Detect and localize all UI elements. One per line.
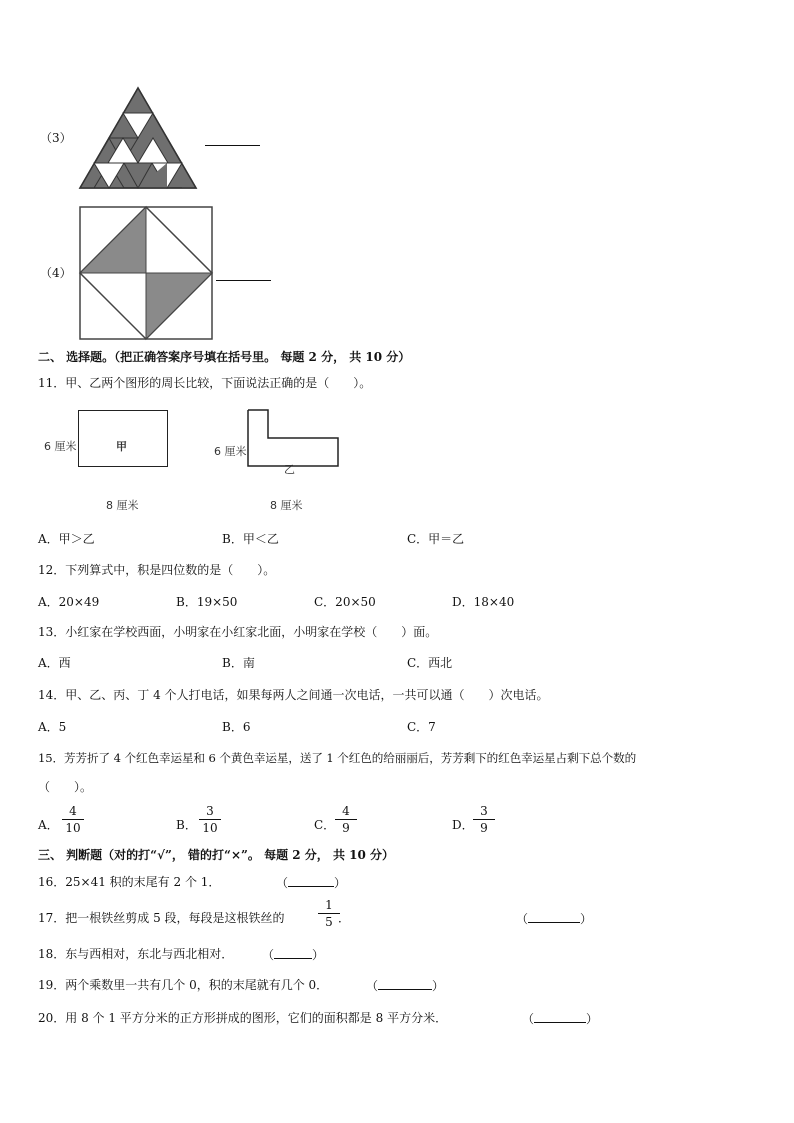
- q19-paren-close: ）: [432, 979, 445, 993]
- q13-option-b[interactable]: B．南: [222, 656, 255, 670]
- figure-3-answer-line: [205, 145, 260, 146]
- q11-yi-side-label: 6 厘米: [214, 445, 247, 458]
- q17-paren-open: （: [516, 912, 529, 926]
- q11-jia-name: 甲: [116, 440, 127, 453]
- q18-text: 18．东与西相对，东北与西北相对．: [38, 947, 234, 961]
- q12-stem: 12．下列算式中，积是四位数的是（ ）。: [38, 563, 276, 577]
- q16-paren-close: ）: [334, 876, 347, 890]
- q20-text: 20．用 8 个 1 平方分米的正方形拼成的图形，它们的面积都是 8 平方分米．: [38, 1011, 448, 1025]
- q16-paren-open: （: [276, 876, 289, 890]
- q17-denominator: 5: [325, 915, 333, 929]
- q18-paren-open: （: [262, 948, 275, 962]
- q15-option-b-fraction: [199, 804, 221, 835]
- q14-option-b[interactable]: B．6: [222, 720, 251, 734]
- q15-option-c-denominator: 9: [342, 821, 350, 835]
- q15-option-d-letter[interactable]: D．: [452, 818, 474, 832]
- q15-option-a-denominator: 10: [65, 821, 81, 835]
- q15-option-b-numerator: 3: [199, 804, 221, 820]
- q12-option-c[interactable]: C．20×50: [314, 595, 376, 609]
- q19-text: 19．两个乘数里一共有几个 0，积的末尾就有几个 0．: [38, 978, 329, 992]
- q17-tail: ．: [338, 911, 351, 925]
- section-3-heading: 三、 判断题（对的打“√”， 错的打“×”。 每题 2 分， 共 10 分）: [38, 848, 395, 862]
- q11-option-a[interactable]: A．甲＞乙: [38, 532, 95, 546]
- q11-jia-bottom-label: 8 厘米: [106, 499, 139, 512]
- q11-option-c[interactable]: C．甲＝乙: [407, 532, 465, 546]
- section-2-heading: 二、 选择题。（把正确答案序号填在括号里。 每题 2 分， 共 10 分）: [38, 350, 411, 364]
- q16-blank-line[interactable]: [288, 874, 334, 887]
- q15-option-a-numerator: 4: [62, 804, 84, 820]
- q17-blank-line[interactable]: [528, 910, 580, 923]
- figure-4-square: [78, 205, 214, 341]
- q15-option-a-fraction: [62, 804, 84, 835]
- q15-option-d-fraction: [473, 804, 495, 835]
- figure-4-label: （4）: [40, 266, 72, 280]
- q20-blank-line[interactable]: [534, 1010, 586, 1023]
- q19-answer-blank[interactable]: [366, 977, 444, 994]
- q20-paren-open: （: [522, 1012, 535, 1026]
- figure-4-answer-line: [216, 280, 271, 281]
- q14-stem: 14．甲、乙、丙、丁 4 个人打电话，如果每两人之间通一次电话，一共可以通（ ）次电话。: [38, 688, 549, 702]
- q15-stem-line1: 15．芳芳折了 4 个红色幸运星和 6 个黄色幸运星，送了 1 个红色的给丽丽后，芳芳剩下的红色幸运星占剩下总个数的: [38, 751, 637, 765]
- q17-text: 17．把一根铁丝剪成 5 段，每段是这根铁丝的: [38, 911, 285, 925]
- q20-answer-blank[interactable]: [522, 1010, 598, 1027]
- q14-option-c[interactable]: C．7: [407, 720, 436, 734]
- q15-option-b-denominator: 10: [202, 821, 218, 835]
- q15-option-c-letter[interactable]: C．: [314, 818, 336, 832]
- q12-option-b[interactable]: B．19×50: [176, 595, 238, 609]
- q11-yi-shape: [246, 408, 340, 468]
- q15-option-a-letter[interactable]: A．: [38, 818, 59, 832]
- q13-option-c[interactable]: C．西北: [407, 656, 453, 670]
- q11-yi-name: 乙: [284, 463, 295, 476]
- q15-option-c-fraction: [335, 804, 357, 835]
- q13-stem: 13．小红家在学校西面，小明家在小红家北面，小明家在学校（ ）面。: [38, 625, 438, 639]
- q15-option-b-letter[interactable]: B．: [176, 818, 197, 832]
- q11-stem: 11．甲、乙两个图形的周长比较，下面说法正确的是（ ）。: [38, 376, 372, 390]
- q12-option-a[interactable]: A．20×49: [38, 595, 100, 609]
- q16-answer-blank[interactable]: [276, 874, 346, 891]
- q18-blank-line[interactable]: [274, 946, 312, 959]
- q13-option-a[interactable]: A．西: [38, 656, 71, 670]
- q14-option-a[interactable]: A．5: [38, 720, 67, 734]
- q12-option-d[interactable]: D．18×40: [452, 595, 515, 609]
- q18-answer-blank[interactable]: [262, 946, 324, 963]
- q16-text: 16．25×41 积的末尾有 2 个 1．: [38, 875, 221, 889]
- q19-blank-line[interactable]: [378, 977, 432, 990]
- q15-option-c-numerator: 4: [335, 804, 357, 820]
- q15-option-d-numerator: 3: [473, 804, 495, 820]
- q17-numerator: 1: [318, 898, 340, 914]
- q19-paren-open: （: [366, 979, 379, 993]
- q15-stem-line2: （ ）。: [38, 780, 93, 794]
- q11-option-b[interactable]: B．甲＜乙: [222, 532, 279, 546]
- q15-option-d-denominator: 9: [480, 821, 488, 835]
- q20-paren-close: ）: [586, 1012, 599, 1026]
- figure-3-label: （3）: [40, 131, 72, 145]
- q11-jia-side-label: 6 厘米: [44, 440, 77, 453]
- q18-paren-close: ）: [312, 948, 325, 962]
- q17-answer-blank[interactable]: [516, 910, 592, 927]
- q17-fraction: [318, 898, 340, 929]
- figure-3-triangle: [78, 86, 198, 190]
- q17-paren-close: ）: [580, 912, 593, 926]
- q11-yi-bottom-label: 8 厘米: [270, 499, 303, 512]
